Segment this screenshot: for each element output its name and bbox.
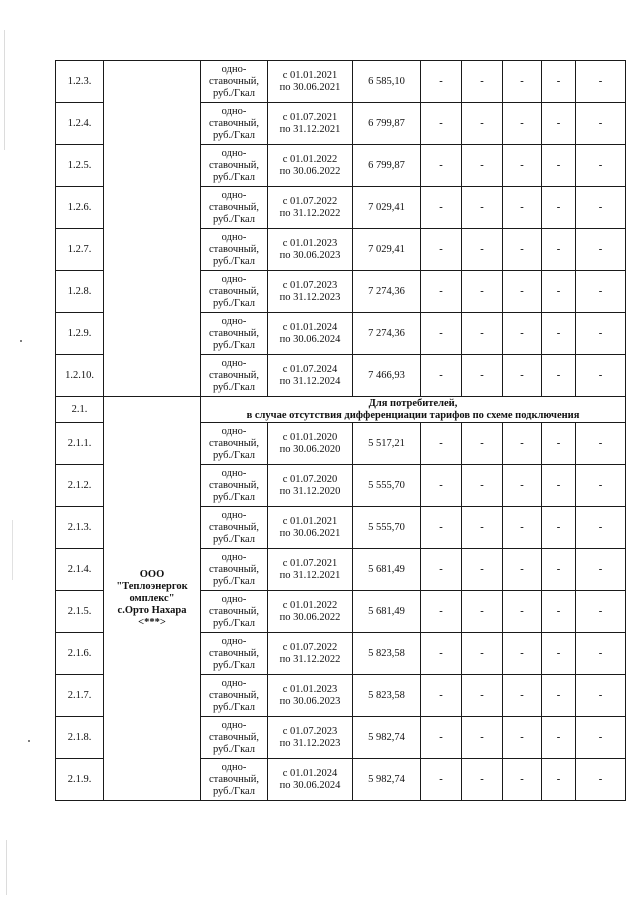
text-line: по 31.12.2020 bbox=[279, 485, 341, 497]
text-line: одно- bbox=[221, 509, 247, 521]
text-line: одно- bbox=[221, 63, 247, 75]
empty-value-dash: - bbox=[542, 549, 576, 591]
text-line: руб./Гкал bbox=[212, 297, 256, 309]
text-line: руб./Гкал bbox=[212, 255, 256, 267]
text-line: ставочный, bbox=[208, 521, 260, 533]
empty-value-dash: - bbox=[542, 675, 576, 717]
empty-value-dash: - bbox=[542, 61, 576, 103]
empty-value-dash: - bbox=[462, 507, 503, 549]
text-line: руб./Гкал bbox=[212, 659, 256, 671]
empty-value-dash: - bbox=[503, 423, 542, 465]
text-line: с 01.01.2024 bbox=[282, 767, 338, 779]
rate-type-cell bbox=[201, 759, 268, 801]
empty-value-dash: - bbox=[421, 591, 462, 633]
empty-value-dash: - bbox=[421, 549, 462, 591]
empty-value-dash: - bbox=[462, 717, 503, 759]
text-line: с 01.07.2023 bbox=[282, 725, 338, 737]
empty-value-dash: - bbox=[503, 717, 542, 759]
text-line: в случае отсутствия дифференциации тарифов по схеме подключения bbox=[246, 409, 580, 421]
row-number: 1.2.9. bbox=[56, 313, 104, 355]
tariff-value: 7 029,41 bbox=[353, 187, 421, 229]
rate-type-cell bbox=[201, 633, 268, 675]
empty-value-dash: - bbox=[503, 759, 542, 801]
period-cell bbox=[268, 717, 353, 759]
empty-value-dash: - bbox=[576, 465, 626, 507]
empty-value-dash: - bbox=[542, 187, 576, 229]
text-line: ставочный, bbox=[208, 773, 260, 785]
row-number: 2.1.4. bbox=[56, 549, 104, 591]
text-line: по 30.06.2023 bbox=[279, 249, 341, 261]
text-line: по 31.12.2023 bbox=[279, 737, 341, 749]
empty-value-dash: - bbox=[542, 271, 576, 313]
text-line: по 30.06.2020 bbox=[279, 443, 341, 455]
text-line: ставочный, bbox=[208, 563, 260, 575]
empty-value-dash: - bbox=[503, 507, 542, 549]
period-cell bbox=[268, 465, 353, 507]
empty-value-dash: - bbox=[542, 507, 576, 549]
text-line: руб./Гкал bbox=[212, 171, 256, 183]
empty-value-dash: - bbox=[462, 271, 503, 313]
empty-value-dash: - bbox=[503, 549, 542, 591]
text-line: с 01.07.2020 bbox=[282, 473, 338, 485]
empty-value-dash: - bbox=[503, 187, 542, 229]
empty-value-dash: - bbox=[462, 591, 503, 633]
text-line: руб./Гкал bbox=[212, 785, 256, 797]
text-line: руб./Гкал bbox=[212, 491, 256, 503]
empty-value-dash: - bbox=[462, 187, 503, 229]
empty-value-dash: - bbox=[421, 507, 462, 549]
empty-value-dash: - bbox=[576, 229, 626, 271]
empty-value-dash: - bbox=[576, 507, 626, 549]
text-line: с 01.07.2022 bbox=[282, 195, 338, 207]
row-number: 2.1.2. bbox=[56, 465, 104, 507]
row-number: 2.1.9. bbox=[56, 759, 104, 801]
empty-value-dash: - bbox=[542, 465, 576, 507]
text-line: одно- bbox=[221, 231, 247, 243]
organization-cell-empty bbox=[104, 61, 201, 397]
text-line: по 30.06.2024 bbox=[279, 779, 341, 791]
text-line: по 31.12.2022 bbox=[279, 653, 341, 665]
text-line: одно- bbox=[221, 551, 247, 563]
period-cell bbox=[268, 507, 353, 549]
empty-value-dash: - bbox=[462, 423, 503, 465]
table-row bbox=[56, 61, 626, 103]
rate-type-cell bbox=[201, 145, 268, 187]
text-line: с 01.01.2023 bbox=[282, 683, 338, 695]
text-line: по 30.06.2021 bbox=[279, 527, 341, 539]
text-line: <***> bbox=[138, 616, 166, 628]
tariff-value: 7 274,36 bbox=[353, 313, 421, 355]
empty-value-dash: - bbox=[503, 465, 542, 507]
rate-type-cell bbox=[201, 271, 268, 313]
row-number: 1.2.4. bbox=[56, 103, 104, 145]
period-cell bbox=[268, 591, 353, 633]
empty-value-dash: - bbox=[576, 187, 626, 229]
empty-value-dash: - bbox=[542, 591, 576, 633]
text-line: по 30.06.2023 bbox=[279, 695, 341, 707]
empty-value-dash: - bbox=[576, 549, 626, 591]
empty-value-dash: - bbox=[503, 591, 542, 633]
text-line: с 01.01.2022 bbox=[282, 153, 338, 165]
text-line: с 01.01.2022 bbox=[282, 599, 338, 611]
text-line: одно- bbox=[221, 593, 247, 605]
empty-value-dash: - bbox=[542, 313, 576, 355]
period-cell bbox=[268, 675, 353, 717]
tariff-value: 5 982,74 bbox=[353, 759, 421, 801]
tariff-value: 5 681,49 bbox=[353, 591, 421, 633]
tariff-value: 5 823,58 bbox=[353, 633, 421, 675]
empty-value-dash: - bbox=[421, 145, 462, 187]
empty-value-dash: - bbox=[542, 759, 576, 801]
tariff-value: 5 823,58 bbox=[353, 675, 421, 717]
row-number: 2.1.3. bbox=[56, 507, 104, 549]
empty-value-dash: - bbox=[576, 271, 626, 313]
rate-type-cell bbox=[201, 187, 268, 229]
text-line: одно- bbox=[221, 761, 247, 773]
text-line: по 31.12.2021 bbox=[279, 123, 341, 135]
text-line: ставочный, bbox=[208, 479, 260, 491]
empty-value-dash: - bbox=[576, 717, 626, 759]
row-number: 1.2.6. bbox=[56, 187, 104, 229]
text-line: одно- bbox=[221, 357, 247, 369]
scan-speck bbox=[28, 740, 30, 742]
empty-value-dash: - bbox=[421, 313, 462, 355]
text-line: одно- bbox=[221, 189, 247, 201]
text-line: руб./Гкал bbox=[212, 87, 256, 99]
tariff-value: 5 555,70 bbox=[353, 507, 421, 549]
text-line: одно- bbox=[221, 315, 247, 327]
empty-value-dash: - bbox=[576, 591, 626, 633]
period-cell bbox=[268, 145, 353, 187]
text-line: одно- bbox=[221, 105, 247, 117]
empty-value-dash: - bbox=[542, 717, 576, 759]
empty-value-dash: - bbox=[576, 675, 626, 717]
text-line: с 01.01.2021 bbox=[282, 69, 338, 81]
empty-value-dash: - bbox=[542, 633, 576, 675]
text-line: одно- bbox=[221, 147, 247, 159]
period-cell bbox=[268, 187, 353, 229]
text-line: ставочный, bbox=[208, 605, 260, 617]
row-number: 2.1.8. bbox=[56, 717, 104, 759]
empty-value-dash: - bbox=[576, 759, 626, 801]
rate-type-cell bbox=[201, 717, 268, 759]
text-line: руб./Гкал bbox=[212, 339, 256, 351]
text-line: ставочный, bbox=[208, 285, 260, 297]
empty-value-dash: - bbox=[421, 717, 462, 759]
empty-value-dash: - bbox=[503, 229, 542, 271]
tariff-value: 6 799,87 bbox=[353, 145, 421, 187]
text-line: по 30.06.2022 bbox=[279, 165, 341, 177]
empty-value-dash: - bbox=[421, 229, 462, 271]
text-line: с 01.01.2023 bbox=[282, 237, 338, 249]
text-line: руб./Гкал bbox=[212, 213, 256, 225]
rate-type-cell bbox=[201, 61, 268, 103]
text-line: одно- bbox=[221, 467, 247, 479]
text-line: по 31.12.2024 bbox=[279, 375, 341, 387]
empty-value-dash: - bbox=[576, 145, 626, 187]
text-line: Для потребителей, bbox=[368, 397, 458, 409]
rate-type-cell bbox=[201, 549, 268, 591]
text-line: по 31.12.2022 bbox=[279, 207, 341, 219]
text-line: омплекс" bbox=[129, 592, 175, 604]
empty-value-dash: - bbox=[462, 145, 503, 187]
rate-type-cell bbox=[201, 313, 268, 355]
tariff-value: 5 982,74 bbox=[353, 717, 421, 759]
text-line: с.Орто Нахара bbox=[117, 604, 187, 616]
text-line: ставочный, bbox=[208, 731, 260, 743]
text-line: одно- bbox=[221, 719, 247, 731]
text-line: руб./Гкал bbox=[212, 381, 256, 393]
empty-value-dash: - bbox=[576, 313, 626, 355]
tariff-value: 6 585,10 bbox=[353, 61, 421, 103]
empty-value-dash: - bbox=[503, 313, 542, 355]
row-number: 1.2.8. bbox=[56, 271, 104, 313]
empty-value-dash: - bbox=[421, 61, 462, 103]
text-line: с 01.07.2022 bbox=[282, 641, 338, 653]
text-line: руб./Гкал bbox=[212, 129, 256, 141]
rate-type-cell bbox=[201, 507, 268, 549]
empty-value-dash: - bbox=[542, 145, 576, 187]
empty-value-dash: - bbox=[503, 675, 542, 717]
empty-value-dash: - bbox=[462, 103, 503, 145]
text-line: ставочный, bbox=[208, 159, 260, 171]
empty-value-dash: - bbox=[421, 103, 462, 145]
text-line: с 01.07.2024 bbox=[282, 363, 338, 375]
empty-value-dash: - bbox=[576, 423, 626, 465]
row-number: 2.1.1. bbox=[56, 423, 104, 465]
tariff-value: 5 681,49 bbox=[353, 549, 421, 591]
scan-edge-mark bbox=[6, 840, 7, 895]
period-cell bbox=[268, 423, 353, 465]
text-line: одно- bbox=[221, 273, 247, 285]
rate-type-cell bbox=[201, 591, 268, 633]
tariff-table bbox=[55, 60, 626, 801]
empty-value-dash: - bbox=[462, 61, 503, 103]
text-line: ставочный, bbox=[208, 437, 260, 449]
empty-value-dash: - bbox=[421, 423, 462, 465]
text-line: ставочный, bbox=[208, 243, 260, 255]
empty-value-dash: - bbox=[421, 675, 462, 717]
scan-speck bbox=[20, 340, 22, 342]
empty-value-dash: - bbox=[503, 103, 542, 145]
period-cell bbox=[268, 61, 353, 103]
row-number: 1.2.7. bbox=[56, 229, 104, 271]
row-number: 1.2.3. bbox=[56, 61, 104, 103]
text-line: ставочный, bbox=[208, 75, 260, 87]
text-line: ставочный, bbox=[208, 201, 260, 213]
text-line: одно- bbox=[221, 677, 247, 689]
empty-value-dash: - bbox=[462, 355, 503, 397]
text-line: руб./Гкал bbox=[212, 701, 256, 713]
row-number: 2.1.6. bbox=[56, 633, 104, 675]
section-number: 2.1. bbox=[56, 397, 104, 423]
empty-value-dash: - bbox=[576, 355, 626, 397]
row-number: 2.1.7. bbox=[56, 675, 104, 717]
empty-value-dash: - bbox=[462, 759, 503, 801]
tariff-value: 7 274,36 bbox=[353, 271, 421, 313]
empty-value-dash: - bbox=[542, 103, 576, 145]
text-line: ООО bbox=[139, 568, 165, 580]
empty-value-dash: - bbox=[576, 61, 626, 103]
rate-type-cell bbox=[201, 465, 268, 507]
empty-value-dash: - bbox=[503, 633, 542, 675]
empty-value-dash: - bbox=[542, 229, 576, 271]
scan-edge-mark bbox=[4, 30, 5, 150]
text-line: руб./Гкал bbox=[212, 449, 256, 461]
rate-type-cell bbox=[201, 103, 268, 145]
tariff-value: 6 799,87 bbox=[353, 103, 421, 145]
text-line: с 01.01.2021 bbox=[282, 515, 338, 527]
empty-value-dash: - bbox=[421, 271, 462, 313]
tariff-value: 7 466,93 bbox=[353, 355, 421, 397]
text-line: руб./Гкал bbox=[212, 743, 256, 755]
organization-cell bbox=[104, 397, 201, 801]
text-line: "Теплоэнергок bbox=[116, 580, 188, 592]
text-line: одно- bbox=[221, 635, 247, 647]
period-cell bbox=[268, 271, 353, 313]
text-line: ставочный, bbox=[208, 327, 260, 339]
period-cell bbox=[268, 313, 353, 355]
empty-value-dash: - bbox=[503, 271, 542, 313]
tariff-value: 5 555,70 bbox=[353, 465, 421, 507]
text-line: с 01.07.2021 bbox=[282, 557, 338, 569]
text-line: руб./Гкал bbox=[212, 533, 256, 545]
period-cell bbox=[268, 549, 353, 591]
empty-value-dash: - bbox=[462, 465, 503, 507]
empty-value-dash: - bbox=[421, 633, 462, 675]
row-number: 1.2.5. bbox=[56, 145, 104, 187]
text-line: по 30.06.2022 bbox=[279, 611, 341, 623]
period-cell bbox=[268, 355, 353, 397]
text-line: ставочный, bbox=[208, 117, 260, 129]
rate-type-cell bbox=[201, 355, 268, 397]
scan-edge-mark bbox=[12, 520, 13, 580]
section-header-text bbox=[201, 397, 626, 423]
text-line: руб./Гкал bbox=[212, 575, 256, 587]
text-line: по 31.12.2021 bbox=[279, 569, 341, 581]
empty-value-dash: - bbox=[503, 355, 542, 397]
rate-type-cell bbox=[201, 229, 268, 271]
empty-value-dash: - bbox=[462, 229, 503, 271]
empty-value-dash: - bbox=[421, 759, 462, 801]
empty-value-dash: - bbox=[462, 633, 503, 675]
period-cell bbox=[268, 103, 353, 145]
text-line: с 01.01.2020 bbox=[282, 431, 338, 443]
text-line: одно- bbox=[221, 425, 247, 437]
row-number: 1.2.10. bbox=[56, 355, 104, 397]
text-line: руб./Гкал bbox=[212, 617, 256, 629]
rate-type-cell bbox=[201, 423, 268, 465]
text-line: по 31.12.2023 bbox=[279, 291, 341, 303]
text-line: с 01.01.2024 bbox=[282, 321, 338, 333]
empty-value-dash: - bbox=[462, 313, 503, 355]
empty-value-dash: - bbox=[462, 675, 503, 717]
row-number: 2.1.5. bbox=[56, 591, 104, 633]
empty-value-dash: - bbox=[576, 103, 626, 145]
empty-value-dash: - bbox=[503, 61, 542, 103]
tariff-value: 5 517,21 bbox=[353, 423, 421, 465]
text-line: ставочный, bbox=[208, 647, 260, 659]
text-line: по 30.06.2024 bbox=[279, 333, 341, 345]
empty-value-dash: - bbox=[421, 187, 462, 229]
text-line: ставочный, bbox=[208, 689, 260, 701]
section-header-row bbox=[56, 397, 626, 423]
empty-value-dash: - bbox=[542, 355, 576, 397]
text-line: ставочный, bbox=[208, 369, 260, 381]
period-cell bbox=[268, 229, 353, 271]
period-cell bbox=[268, 633, 353, 675]
text-line: по 30.06.2021 bbox=[279, 81, 341, 93]
empty-value-dash: - bbox=[503, 145, 542, 187]
text-line: с 01.07.2023 bbox=[282, 279, 338, 291]
empty-value-dash: - bbox=[421, 355, 462, 397]
empty-value-dash: - bbox=[462, 549, 503, 591]
text-line: с 01.07.2021 bbox=[282, 111, 338, 123]
empty-value-dash: - bbox=[576, 633, 626, 675]
empty-value-dash: - bbox=[421, 465, 462, 507]
rate-type-cell bbox=[201, 675, 268, 717]
empty-value-dash: - bbox=[542, 423, 576, 465]
tariff-table-body bbox=[56, 61, 626, 801]
tariff-value: 7 029,41 bbox=[353, 229, 421, 271]
period-cell bbox=[268, 759, 353, 801]
